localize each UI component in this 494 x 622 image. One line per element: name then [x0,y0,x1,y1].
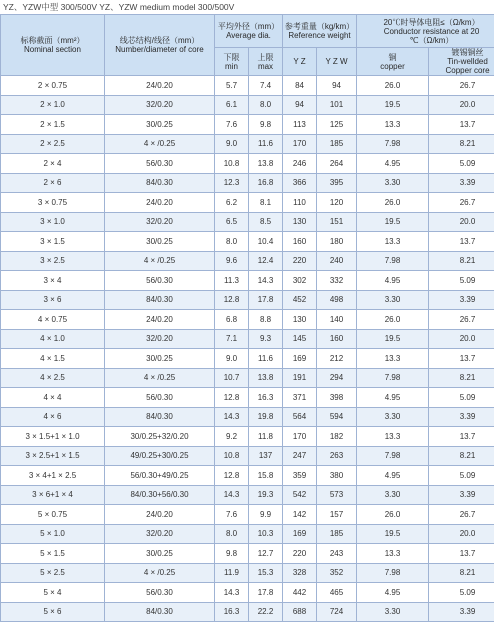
cell-core-structure: 84/0.30 [105,602,215,622]
cell-dia-max: 10.3 [249,524,283,544]
header-copper [357,48,429,76]
cell-resistance-copper: 4.95 [357,271,429,291]
cell-resistance-tin: 8.21 [429,368,494,388]
cell-dia-min: 11.9 [215,563,249,583]
cell-resistance-copper: 3.30 [357,407,429,427]
cell-nominal-section: 2 × 2.5 [1,134,105,154]
table-row [1,329,494,349]
cell-core-structure: 30/0.25 [105,232,215,252]
cell-core-structure: 32/0.20 [105,524,215,544]
header-weight-zh: 参考重量（kg/km） [283,22,356,31]
cell-nominal-section: 2 × 0.75 [1,76,105,96]
table-row [1,349,494,369]
cell-dia-max: 19.8 [249,407,283,427]
cell-resistance-tin: 20.0 [429,95,494,115]
cell-dia-max: 13.8 [249,368,283,388]
cell-resistance-tin: 20.0 [429,212,494,232]
cell-resistance-copper: 19.5 [357,524,429,544]
cell-weight-yz: 160 [283,232,317,252]
cell-resistance-copper: 19.5 [357,329,429,349]
cell-weight-yzw: 294 [317,368,357,388]
cell-weight-yzw: 180 [317,232,357,252]
cell-nominal-section: 3 × 2.5+1 × 1.5 [1,446,105,466]
cell-weight-yzw: 151 [317,212,357,232]
header-yzw: Y Z W [317,48,357,76]
cell-dia-min: 6.1 [215,95,249,115]
cell-weight-yz: 94 [283,95,317,115]
header-tin-en1: Tin-wellded [429,57,494,66]
cell-nominal-section: 3 × 6 [1,290,105,310]
cell-weight-yzw: 332 [317,271,357,291]
cell-resistance-copper: 4.95 [357,154,429,174]
cell-resistance-copper: 13.3 [357,115,429,135]
cell-nominal-section: 4 × 4 [1,388,105,408]
cell-dia-min: 8.0 [215,524,249,544]
header-copper-zh: 铜 [357,53,428,62]
cell-dia-min: 12.8 [215,290,249,310]
table-row [1,427,494,447]
table-row [1,368,494,388]
header-core [105,15,215,76]
cell-weight-yzw: 101 [317,95,357,115]
header-max [249,48,283,76]
cell-resistance-tin: 3.39 [429,602,494,622]
cell-dia-min: 14.3 [215,407,249,427]
cell-resistance-copper: 4.95 [357,583,429,603]
cell-nominal-section: 3 × 6+1 × 4 [1,485,105,505]
header-min [215,48,249,76]
header-reference-weight [283,15,357,48]
cell-resistance-copper: 7.98 [357,134,429,154]
table-body [1,76,494,622]
cell-dia-min: 9.2 [215,427,249,447]
cell-core-structure: 84/0.30 [105,173,215,193]
cell-weight-yz: 170 [283,427,317,447]
cell-weight-yzw: 120 [317,193,357,213]
cell-resistance-copper: 4.95 [357,388,429,408]
header-res-zh: 20℃时导体电阻≤（Ω/km） [357,18,494,27]
cell-dia-max: 14.3 [249,271,283,291]
cell-resistance-tin: 5.09 [429,466,494,486]
cell-core-structure: 56/0.30 [105,154,215,174]
cell-dia-min: 5.7 [215,76,249,96]
cell-resistance-tin: 13.7 [429,232,494,252]
cell-nominal-section: 3 × 2.5 [1,251,105,271]
cell-weight-yz: 170 [283,134,317,154]
cell-weight-yz: 130 [283,212,317,232]
cell-dia-max: 11.6 [249,134,283,154]
cell-dia-min: 14.3 [215,485,249,505]
table-row [1,251,494,271]
cell-core-structure: 24/0.20 [105,505,215,525]
cell-weight-yz: 442 [283,583,317,603]
cell-core-structure: 4 × /0.25 [105,251,215,271]
cell-nominal-section: 3 × 1.5 [1,232,105,252]
cell-resistance-copper: 4.95 [357,466,429,486]
table-row [1,485,494,505]
header-res-en1: Conductor resistance at 20 [357,27,494,36]
cell-resistance-tin: 13.7 [429,115,494,135]
header-min-en: min [215,62,248,71]
cell-core-structure: 24/0.20 [105,310,215,330]
cell-dia-max: 8.1 [249,193,283,213]
cell-nominal-section: 4 × 1.0 [1,329,105,349]
cell-weight-yz: 220 [283,251,317,271]
table-row [1,76,494,96]
table-row [1,544,494,564]
cell-resistance-tin: 8.21 [429,446,494,466]
cell-dia-min: 12.8 [215,466,249,486]
cell-weight-yzw: 498 [317,290,357,310]
cell-weight-yz: 688 [283,602,317,622]
cell-core-structure: 32/0.20 [105,212,215,232]
cell-weight-yz: 366 [283,173,317,193]
cell-weight-yz: 564 [283,407,317,427]
cell-resistance-copper: 13.3 [357,232,429,252]
cell-resistance-copper: 19.5 [357,212,429,232]
cell-dia-min: 6.8 [215,310,249,330]
header-nominal-zh: 标称截面（mm²） [1,36,104,45]
cell-resistance-copper: 13.3 [357,427,429,447]
cell-nominal-section: 3 × 4 [1,271,105,291]
cell-resistance-copper: 7.98 [357,251,429,271]
cell-weight-yzw: 185 [317,524,357,544]
cell-resistance-tin: 8.21 [429,251,494,271]
cell-resistance-tin: 3.39 [429,290,494,310]
cell-weight-yz: 220 [283,544,317,564]
table-row [1,212,494,232]
cell-dia-max: 11.8 [249,427,283,447]
cell-resistance-tin: 20.0 [429,524,494,544]
table-row [1,446,494,466]
cell-dia-max: 9.8 [249,115,283,135]
cell-resistance-tin: 26.7 [429,193,494,213]
cell-core-structure: 49/0.25+30/0.25 [105,446,215,466]
cell-weight-yzw: 398 [317,388,357,408]
table-row [1,95,494,115]
cell-core-structure: 30/0.25 [105,544,215,564]
cell-weight-yzw: 263 [317,446,357,466]
cell-weight-yz: 542 [283,485,317,505]
cell-resistance-tin: 26.7 [429,505,494,525]
cell-core-structure: 32/0.20 [105,95,215,115]
table-row [1,524,494,544]
cell-dia-max: 15.8 [249,466,283,486]
cell-weight-yz: 169 [283,524,317,544]
cell-resistance-tin: 3.39 [429,485,494,505]
cell-resistance-tin: 5.09 [429,388,494,408]
cell-resistance-copper: 13.3 [357,349,429,369]
cell-resistance-tin: 5.09 [429,154,494,174]
table-row [1,563,494,583]
cell-nominal-section: 4 × 2.5 [1,368,105,388]
cell-weight-yzw: 240 [317,251,357,271]
cell-resistance-copper: 26.0 [357,310,429,330]
cell-resistance-copper: 13.3 [357,544,429,564]
cell-nominal-section: 3 × 1.5+1 × 1.0 [1,427,105,447]
cell-resistance-copper: 3.30 [357,485,429,505]
cell-nominal-section: 3 × 0.75 [1,193,105,213]
header-res-en2: ℃（Ω/km） [357,36,494,45]
header-weight-en: Reference weight [283,31,356,40]
cell-resistance-tin: 13.7 [429,544,494,564]
cell-resistance-tin: 13.7 [429,349,494,369]
cell-weight-yzw: 94 [317,76,357,96]
cell-core-structure: 4 × /0.25 [105,134,215,154]
cell-weight-yz: 110 [283,193,317,213]
cell-dia-max: 10.4 [249,232,283,252]
cell-weight-yzw: 465 [317,583,357,603]
cell-dia-min: 10.8 [215,446,249,466]
cell-weight-yzw: 352 [317,563,357,583]
cell-core-structure: 56/0.30 [105,388,215,408]
cell-dia-max: 9.3 [249,329,283,349]
cell-nominal-section: 2 × 6 [1,173,105,193]
cell-resistance-tin: 26.7 [429,76,494,96]
cell-dia-max: 8.8 [249,310,283,330]
cell-core-structure: 24/0.20 [105,76,215,96]
cell-dia-min: 9.6 [215,251,249,271]
cell-weight-yzw: 140 [317,310,357,330]
cell-core-structure: 30/0.25 [105,115,215,135]
cell-nominal-section: 3 × 4+1 × 2.5 [1,466,105,486]
cell-resistance-copper: 3.30 [357,290,429,310]
cell-weight-yzw: 182 [317,427,357,447]
cell-core-structure: 32/0.20 [105,329,215,349]
cell-core-structure: 84/0.30 [105,407,215,427]
cell-nominal-section: 4 × 1.5 [1,349,105,369]
table-row [1,407,494,427]
cell-core-structure: 84/0.30 [105,290,215,310]
cell-dia-min: 12.3 [215,173,249,193]
cell-dia-min: 9.8 [215,544,249,564]
cell-resistance-tin: 20.0 [429,329,494,349]
header-core-zh: 线芯结构/线径（mm） [105,36,214,45]
cell-weight-yz: 302 [283,271,317,291]
cell-resistance-tin: 3.39 [429,173,494,193]
header-core-en: Number/diameter of core [105,45,214,54]
cell-dia-max: 15.3 [249,563,283,583]
cell-weight-yzw: 157 [317,505,357,525]
cell-weight-yz: 113 [283,115,317,135]
cell-dia-max: 12.4 [249,251,283,271]
cell-resistance-copper: 7.98 [357,368,429,388]
cell-dia-max: 19.3 [249,485,283,505]
cell-weight-yz: 371 [283,388,317,408]
table-row [1,602,494,622]
cell-resistance-tin: 8.21 [429,563,494,583]
header-avg-en: Average dia. [215,31,282,40]
cell-weight-yz: 84 [283,76,317,96]
cell-dia-min: 7.1 [215,329,249,349]
cell-weight-yzw: 212 [317,349,357,369]
cell-dia-min: 9.0 [215,349,249,369]
table-row [1,583,494,603]
cell-resistance-copper: 7.98 [357,563,429,583]
cell-dia-min: 12.8 [215,388,249,408]
cell-dia-max: 22.2 [249,602,283,622]
cell-dia-min: 9.0 [215,134,249,154]
cell-core-structure: 4 × /0.25 [105,368,215,388]
cell-weight-yz: 359 [283,466,317,486]
cell-resistance-copper: 26.0 [357,193,429,213]
cell-nominal-section: 5 × 4 [1,583,105,603]
cell-dia-max: 7.4 [249,76,283,96]
table-row [1,310,494,330]
cell-dia-max: 17.8 [249,583,283,603]
header-nominal-section [1,15,105,76]
cell-nominal-section: 4 × 0.75 [1,310,105,330]
cell-dia-min: 10.8 [215,154,249,174]
cell-weight-yz: 191 [283,368,317,388]
cell-dia-max: 12.7 [249,544,283,564]
cell-resistance-copper: 26.0 [357,505,429,525]
header-tin-en2: Copper core [429,66,494,75]
cell-resistance-copper: 26.0 [357,76,429,96]
cell-weight-yzw: 395 [317,173,357,193]
table-row [1,271,494,291]
header-average-dia [215,15,283,48]
table-row [1,193,494,213]
table-row [1,505,494,525]
header-conductor-resistance [357,15,494,48]
cell-dia-min: 6.2 [215,193,249,213]
cell-resistance-copper: 3.30 [357,602,429,622]
cell-nominal-section: 5 × 6 [1,602,105,622]
cell-weight-yzw: 724 [317,602,357,622]
cell-nominal-section: 3 × 1.0 [1,212,105,232]
cell-dia-max: 8.0 [249,95,283,115]
header-copper-en: copper [357,62,428,71]
header-max-en: max [249,62,282,71]
table-row [1,173,494,193]
cell-core-structure: 30/0.25 [105,349,215,369]
header-tin-zh: 镀锡铜丝 [429,48,494,57]
cell-core-structure: 4 × /0.25 [105,563,215,583]
cell-resistance-copper: 3.30 [357,173,429,193]
cell-nominal-section: 2 × 4 [1,154,105,174]
cell-dia-min: 7.6 [215,115,249,135]
cell-nominal-section: 2 × 1.5 [1,115,105,135]
cell-weight-yz: 142 [283,505,317,525]
cell-weight-yzw: 160 [317,329,357,349]
cell-nominal-section: 5 × 1.5 [1,544,105,564]
table-header [1,15,494,76]
header-yz: Y Z [283,48,317,76]
cell-dia-max: 17.8 [249,290,283,310]
cell-core-structure: 84/0.30+56/0.30 [105,485,215,505]
cell-dia-min: 11.3 [215,271,249,291]
cell-core-structure: 24/0.20 [105,193,215,213]
header-nominal-en: Nominal section [1,45,104,54]
cell-resistance-tin: 5.09 [429,583,494,603]
cell-weight-yz: 247 [283,446,317,466]
table-caption: YZ、YZW中型 300/500V YZ、YZW medium model 300/500V [3,1,234,13]
cell-dia-max: 11.6 [249,349,283,369]
cell-weight-yzw: 264 [317,154,357,174]
cell-weight-yzw: 594 [317,407,357,427]
header-tin-copper [429,48,494,76]
spec-table [0,14,494,622]
cell-dia-min: 10.7 [215,368,249,388]
cell-dia-min: 8.0 [215,232,249,252]
cell-resistance-tin: 3.39 [429,407,494,427]
cell-dia-min: 14.3 [215,583,249,603]
cell-core-structure: 56/0.30 [105,271,215,291]
table-row [1,232,494,252]
cell-resistance-tin: 5.09 [429,271,494,291]
cell-nominal-section: 5 × 1.0 [1,524,105,544]
cell-dia-max: 16.3 [249,388,283,408]
cell-dia-max: 9.9 [249,505,283,525]
cell-resistance-copper: 19.5 [357,95,429,115]
cell-nominal-section: 5 × 2.5 [1,563,105,583]
cell-weight-yzw: 185 [317,134,357,154]
table-row [1,154,494,174]
cell-dia-min: 6.5 [215,212,249,232]
cell-resistance-copper: 7.98 [357,446,429,466]
header-min-zh: 下限 [215,53,248,62]
cell-weight-yzw: 380 [317,466,357,486]
table-row [1,115,494,135]
table-row [1,290,494,310]
cell-dia-max: 137 [249,446,283,466]
cell-dia-max: 13.8 [249,154,283,174]
cell-resistance-tin: 13.7 [429,427,494,447]
cell-dia-min: 16.3 [215,602,249,622]
cell-nominal-section: 2 × 1.0 [1,95,105,115]
cell-weight-yz: 328 [283,563,317,583]
cell-core-structure: 56/0.30 [105,583,215,603]
cell-dia-max: 8.5 [249,212,283,232]
cell-weight-yz: 452 [283,290,317,310]
table-row [1,134,494,154]
cell-weight-yz: 246 [283,154,317,174]
table-row [1,388,494,408]
cell-resistance-tin: 26.7 [429,310,494,330]
cell-core-structure: 30/0.25+32/0.20 [105,427,215,447]
cell-weight-yzw: 125 [317,115,357,135]
header-avg-zh: 平均外径（mm） [215,22,282,31]
cell-dia-min: 7.6 [215,505,249,525]
cell-resistance-tin: 8.21 [429,134,494,154]
cell-core-structure: 56/0.30+49/0.25 [105,466,215,486]
cell-weight-yzw: 243 [317,544,357,564]
table-row [1,466,494,486]
cell-dia-max: 16.8 [249,173,283,193]
cell-nominal-section: 4 × 6 [1,407,105,427]
header-max-zh: 上限 [249,53,282,62]
cell-weight-yz: 169 [283,349,317,369]
cell-weight-yzw: 573 [317,485,357,505]
cell-weight-yz: 145 [283,329,317,349]
cell-nominal-section: 5 × 0.75 [1,505,105,525]
cell-weight-yz: 130 [283,310,317,330]
